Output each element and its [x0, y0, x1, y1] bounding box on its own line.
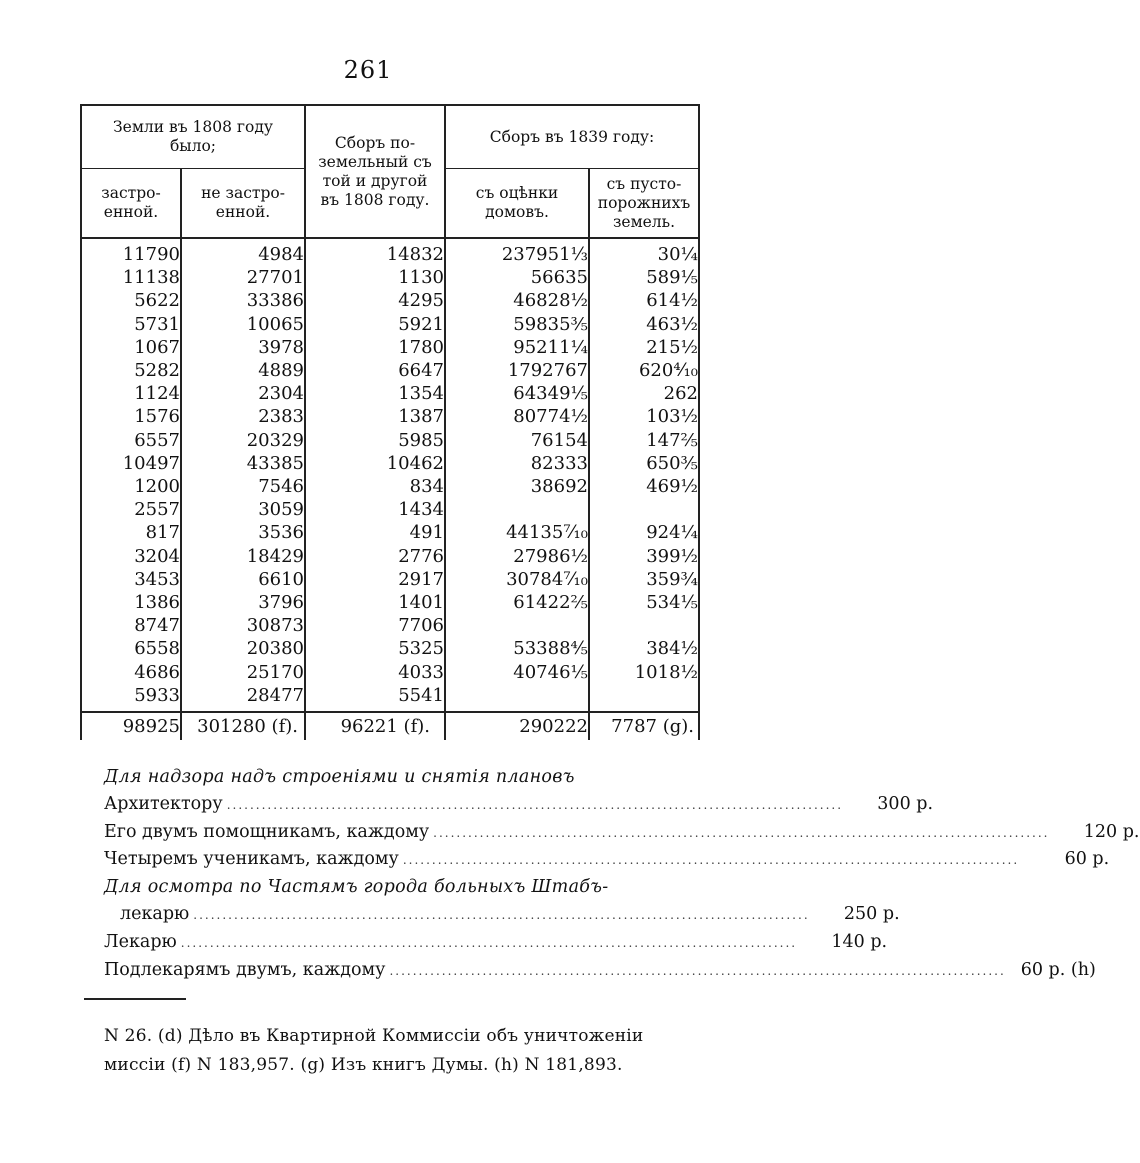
table-row: 5731 10065 5921 59835⅗ 463½	[81, 313, 699, 336]
dot-leader: ..........................................................................................................	[226, 797, 844, 812]
table-row: 1124 2304 1354 64349⅕ 262	[81, 382, 699, 405]
page-number: 261	[343, 56, 393, 84]
footnote	[104, 1022, 698, 1079]
table-row: 10497 43385 10462 82333 650⅗	[81, 452, 699, 475]
footnote-divider	[84, 998, 186, 1000]
table-row: 5282 4889 6647 1792767 620⁴⁄₁₀	[81, 359, 699, 382]
expense-item: Его двумъ помощникамъ, каждому .......................................................................................................... 120 р.	[104, 819, 698, 847]
houses-assessment-header: съ оцѣнки домовъ.	[445, 169, 589, 239]
table-row: 3204 18429 2776 27986½ 399½	[81, 545, 699, 568]
table-row: 2557 3059 1434	[81, 498, 699, 521]
table-row: 11138 27701 1130 56635 589⅕	[81, 266, 699, 289]
supervision-heading: Для надзора надъ строеніями и снятія плановъ	[104, 767, 575, 787]
table-row: 6558 20380 5325 53388⅘ 384½	[81, 637, 699, 660]
footnote-line: N 26. (d) Дѣло въ Квартирной Коммиссіи объ уничтоженіи	[104, 1026, 644, 1046]
totals-row: 98925 301280 (f). 96221 (f). 290222 7787 (g).	[81, 712, 699, 740]
table-row: 5622 33386 4295 46828½ 614½	[81, 289, 699, 312]
table-row: 817 3536 491 44135⁷⁄₁₀ 924¼	[81, 521, 699, 544]
dot-leader: ..........................................................................................................	[389, 963, 1006, 978]
built-land-header: застро- енной.	[81, 169, 181, 239]
inspection-heading: Для осмотра по Частямъ города больныхъ Штабъ-	[104, 877, 609, 898]
dot-leader: ..........................................................................................................	[193, 907, 810, 922]
footnote-line: миссіи (f) N 183,957. (g) Изъ книгъ Думы. (h) N 181,893.	[104, 1054, 623, 1075]
table-row: 6557 20329 5985 76154 147⅖	[81, 429, 699, 452]
table-row: 1067 3978 1780 95211¼ 215½	[81, 336, 699, 359]
dot-leader: ..........................................................................................................	[433, 825, 1050, 840]
dot-leader: ..........................................................................................................	[180, 935, 798, 950]
table-row: 3453 6610 2917 30784⁷⁄₁₀ 359¾	[81, 568, 699, 591]
expenses-list	[104, 764, 1140, 984]
expense-item: Четыремъ ученикамъ, каждому .......................................................................................................... 60 р.	[104, 846, 698, 874]
expense-item: Архитектору .......................................................................................................... 300 р.	[104, 791, 698, 819]
expense-item: лекарю .......................................................................................................... 250 р.	[104, 901, 698, 929]
collection-1808-header: Сборъ по- земельный съ той и другой въ 1808 году.	[305, 105, 445, 238]
table-row: 1386 3796 1401 61422⅖ 534⅕	[81, 591, 699, 614]
statistics-table	[80, 104, 700, 740]
land-1808-header: Земли въ 1808 году было;	[81, 105, 305, 169]
unbuilt-land-header: не застро- енной.	[181, 169, 305, 239]
table-row: 1576 2383 1387 80774½ 103½	[81, 405, 699, 428]
dot-leader: ..........................................................................................................	[402, 853, 1020, 868]
collection-1839-header: Сборъ въ 1839 году:	[445, 105, 699, 169]
expense-item: Лекарю .......................................................................................................... 140 р.	[104, 929, 698, 957]
expense-item: Подлекарямъ двумъ, каждому .......................................................................................................... 60 р. (h)	[104, 957, 698, 985]
table-row: 4686 25170 4033 40746⅕ 1018½	[81, 661, 699, 684]
table-row: 11790 4984 14832 237951⅓ 30¼	[81, 238, 699, 266]
table-row: 5933 28477 5541	[81, 684, 699, 712]
table-row: 1200 7546 834 38692 469½	[81, 475, 699, 498]
table-row: 8747 30873 7706	[81, 614, 699, 637]
empty-land-header: съ пусто- порожнихъ земель.	[589, 169, 699, 239]
